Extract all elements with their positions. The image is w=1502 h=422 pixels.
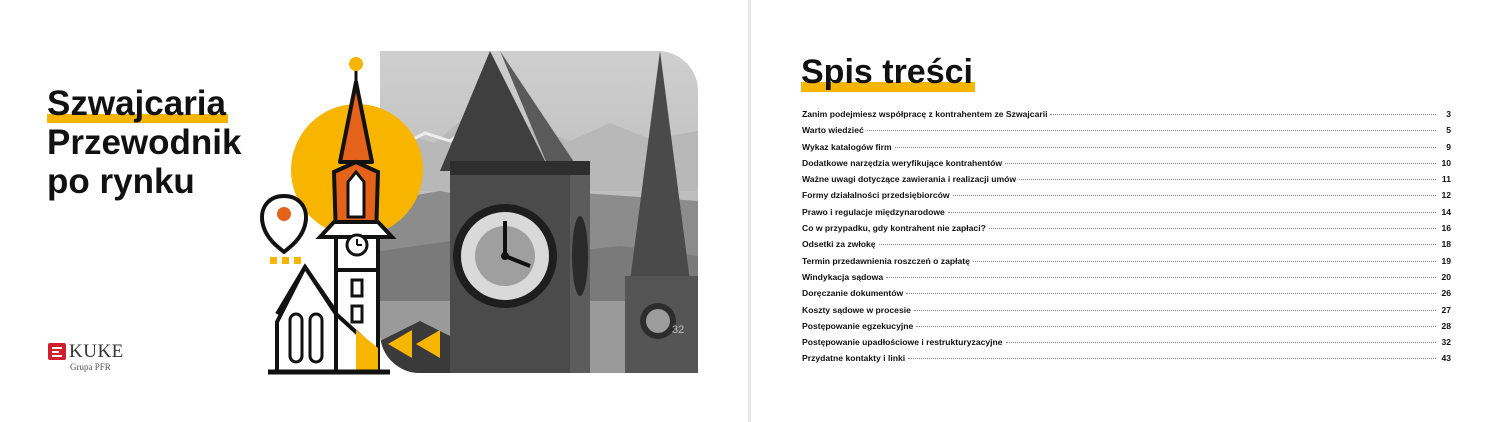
- toc-dot-leader: [908, 358, 1436, 359]
- toc-entry-label: Postępowanie upadłościowe i restrukturyzacyjne: [802, 337, 1003, 348]
- toc-dot-leader: [886, 277, 1436, 278]
- toc-entry-page-number: 18: [1441, 239, 1451, 250]
- toc-entry[interactable]: [802, 190, 1451, 206]
- toc-entry-page-number: 20: [1441, 271, 1451, 282]
- toc-entry[interactable]: [802, 272, 1451, 288]
- toc-dot-leader: [867, 130, 1436, 131]
- cover-title: [47, 84, 307, 201]
- toc-entry-label: Windykacja sądowa: [802, 271, 884, 282]
- toc-entry-page-number: 11: [1441, 174, 1451, 185]
- toc-entry-label: Koszty sądowe w procesie: [802, 304, 911, 315]
- toc-entry[interactable]: [802, 288, 1451, 304]
- toc-dot-leader: [1050, 114, 1436, 115]
- toc-entry-label: Termin przedawnienia roszczeń o zapłatę: [802, 255, 970, 266]
- toc-entry[interactable]: [802, 125, 1451, 141]
- toc-entry-page-number: 16: [1441, 223, 1451, 234]
- toc-entry-page-number: 19: [1441, 255, 1451, 266]
- toc-entry[interactable]: [802, 305, 1451, 321]
- toc-dot-leader: [1005, 163, 1436, 164]
- toc-entry[interactable]: [802, 337, 1451, 353]
- toc-entry-label: Formy działalności przedsiębiorców: [802, 190, 950, 201]
- toc-entry-page-number: 10: [1441, 157, 1451, 168]
- logo-subtitle: Grupa PFR: [70, 362, 111, 372]
- toc-entry-page-number: 27: [1441, 304, 1451, 315]
- toc-entry-page-number: 32: [1441, 337, 1451, 348]
- toc-dot-leader: [948, 212, 1436, 213]
- toc-entry[interactable]: [802, 353, 1451, 369]
- cover-title-line-1: Szwajcaria: [47, 84, 226, 123]
- toc-entry[interactable]: [802, 223, 1451, 239]
- photo-clock-numeral: 32: [672, 324, 685, 336]
- toc-entry-label: Postępowanie egzekucyjne: [802, 320, 914, 331]
- cover-title-line-3: po rynku: [47, 162, 195, 201]
- toc-entry[interactable]: [802, 239, 1451, 255]
- kuke-logo-icon: [48, 343, 66, 360]
- toc-entry-label: Wykaz katalogów firm: [802, 141, 892, 152]
- toc-entry[interactable]: [802, 174, 1451, 190]
- toc-entry-page-number: 26: [1441, 288, 1451, 299]
- toc-entry-page-number: 12: [1441, 190, 1451, 201]
- toc-dot-leader: [989, 228, 1436, 229]
- toc-dot-leader: [1019, 179, 1436, 180]
- toc-entry[interactable]: [802, 207, 1451, 223]
- toc-entry-label: Odsetki za zwłokę: [802, 239, 876, 250]
- toc-dot-leader: [879, 244, 1436, 245]
- toc-entry-label: Zanim podejmiesz współpracę z kontrahentem ze Szwajcarii: [802, 109, 1048, 119]
- toc-entry-label: Doręczanie dokumentów: [802, 288, 904, 299]
- toc-dot-leader: [916, 326, 1436, 327]
- toc-entry[interactable]: [802, 142, 1451, 158]
- cover-title-line-2: Przewodnik: [47, 123, 242, 162]
- toc-entry-label: Warto wiedzieć: [802, 125, 864, 136]
- toc-dot-leader: [1006, 342, 1436, 343]
- toc-dot-leader: [953, 195, 1436, 196]
- toc-entry[interactable]: [802, 109, 1451, 125]
- toc-entry-label: Dodatkowe narzędzia weryfikujące kontrahentów: [802, 157, 1003, 168]
- toc-entry-page-number: 14: [1441, 206, 1451, 217]
- toc-entry[interactable]: [802, 256, 1451, 272]
- toc-entry-page-number: 5: [1446, 125, 1451, 136]
- toc-dot-leader: [895, 147, 1436, 148]
- cover-page: [0, 0, 748, 422]
- toc-entry-label: Prawo i regulacje międzynarodowe: [802, 206, 945, 217]
- toc-entry-label: Ważne uwagi dotyczące zawierania i realizacji umów: [802, 174, 1017, 185]
- toc-list: [802, 109, 1451, 370]
- toc-dot-leader: [973, 261, 1436, 262]
- toc-dot-leader: [906, 293, 1436, 294]
- toc-entry[interactable]: [802, 321, 1451, 337]
- toc-title: Spis treści: [801, 53, 973, 91]
- toc-entry-page-number: 3: [1446, 109, 1451, 119]
- logo-name: KUKE: [69, 341, 124, 362]
- toc-entry[interactable]: [802, 158, 1451, 174]
- toc-entry-page-number: 28: [1441, 320, 1451, 331]
- toc-entry-page-number: 43: [1441, 353, 1451, 364]
- toc-entry-page-number: 9: [1446, 141, 1451, 152]
- toc-entry-label: Przydatne kontakty i linki: [802, 353, 906, 364]
- toc-dot-leader: [914, 310, 1436, 311]
- toc-entry-label: Co w przypadku, gdy kontrahent nie zapłaci?: [802, 223, 986, 234]
